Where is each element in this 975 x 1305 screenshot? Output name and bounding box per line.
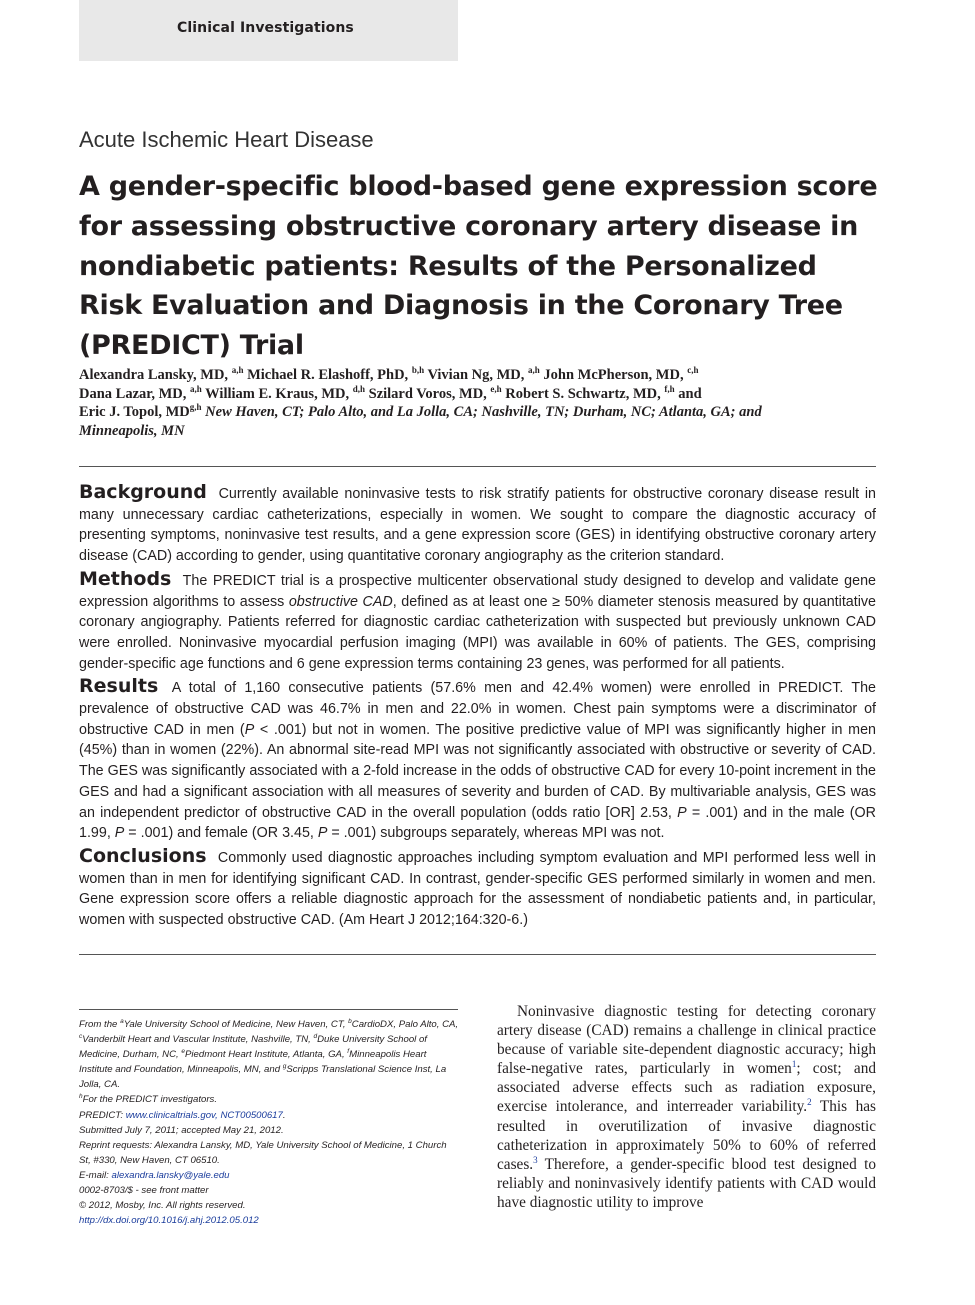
reference-link[interactable]: 3 bbox=[533, 1154, 538, 1165]
abstract-heading: Background bbox=[79, 481, 207, 503]
footnote-email: E-mail: alexandra.lansky@yale.edu bbox=[79, 1169, 230, 1181]
reference-link[interactable]: 1 bbox=[791, 1059, 797, 1070]
author: Michael R. Elashoff, PhD, $^{b,h}$ bbox=[247, 365, 425, 383]
registry-link[interactable]: www.clinicaltrials.gov, NCT00500617 bbox=[125, 1109, 283, 1121]
section-tab bbox=[79, 0, 458, 61]
article-category: Acute Ischemic Heart Disease bbox=[79, 127, 374, 152]
footnote-issn: 0002-8703/$ - see front matter bbox=[79, 1185, 209, 1197]
section-label: Clinical Investigations bbox=[177, 20, 354, 36]
footnote-registry: PREDICT: www.clinicaltrials.gov, NCT00500617. bbox=[79, 1109, 286, 1121]
footnote-reprint: Reprint requests: Alexandra Lansky, MD, Yale University School of Medicine, 1 Church St, #330, New Haven, CT 06510. bbox=[79, 1139, 447, 1166]
footnote-submitted: Submitted July 7, 2011; accepted May 21, 2012. bbox=[79, 1124, 284, 1136]
article-title: A gender-specific blood-based gene expression score for assessing obstructive coronary artery disease in nondiabetic patients: Results of the Personalized Risk Evaluation and Diagnosis in the Coronary Tree (PREDICT) Trial bbox=[79, 171, 878, 362]
author: Eric J. Topol, MD$^{g,h}$ bbox=[79, 402, 202, 421]
abstract-results: Results A total of 1,160 consecutive patients (57.6% men and 42.4% women) were enrolled in PREDICT. The prevalence of obstructive CAD was 46.7% in men and 22.0% in women. Chest pain symptoms were a discriminator of obstructive CAD in men (P < .001) but not in women. The positive predictive value of MPI was significantly higher in men (45%) than in women (22%). An abnormal site-read MPI was not significantly associated with obstructive or severity of CAD. The GES was significantly associated with a 2-fold increase in the odds of obstructive CAD for every 10-point increment in the GES and had a significant association with all measures of severity and burden of CAD. By multivariable analysis, GES was an independent predictor of obstructive CAD in the overall population (odds ratio [OR] 2.53, P = .001) and in the male (OR 1.99, P = .001) and female (OR 3.45, P = .001) subgroups separately, whereas MPI was not. bbox=[79, 675, 876, 842]
author-locations: New Haven, CT; Palo Alto, and La Jolla, CA; Nashville, TN; Durham, NC; Atlanta, GA; and Minneapolis, MN bbox=[79, 404, 762, 440]
email-link[interactable]: alexandra.lansky@yale.edu bbox=[111, 1169, 230, 1181]
abstract-background: Background Currently available noninvasive tests to risk stratify patients for obstructive coronary disease result in many unnecessary cardiac catheterizations, especially in women. We sought to compare the diagnostic accuracy of presenting symptoms, noninvasive test results, and a gene expression score (GES) in identifying obstructive coronary artery disease (CAD) according to gender, using quantitative coronary angiography as the criterion standard. bbox=[79, 481, 876, 565]
abstract-heading: Conclusions bbox=[79, 844, 207, 867]
abstract-heading: Methods bbox=[79, 567, 172, 590]
author: Alexandra Lansky, MD, $^{a,h}$ bbox=[79, 365, 244, 383]
footnote-investigators: $^h$For the PREDICT investigators. bbox=[79, 1093, 217, 1106]
author-list: Alexandra Lansky, MD, $^{a,h}$ Michael R. Elashoff, PhD, $^{b,h}$ Vivian Ng, MD, $^{a,h}$ John McPherson, MD, $^{c,h}$ Dana Lazar, MD, $^{a,h}$ William E. Kraus, MD, $^{d,h}$ Szilard Voros, MD, $^{e,h}$ Robert S. Schwartz, MD, $^{f,h}$ and Eric J. Topol, MD$^{g,h}$ New Haven, CT; Palo Alto, and La Jolla, CA; Nashville, TN; Durham, NC; Atlanta, GA; and Minneapolis, MN bbox=[79, 365, 762, 440]
divider-top bbox=[79, 466, 876, 467]
abstract-conclusions: Conclusions Commonly used diagnostic approaches including symptom evaluation and MPI performed less well in women than in men for identifying significant CAD. In contrast, gender-specific GES performed similarly in women and men. Gene expression score offers a reliable diagnostic approach for the assessment of nondiabetic patients and, in particular, women with suspected obstructive CAD. (Am Heart J 2012;164:320-6.) bbox=[79, 844, 876, 929]
footnote-copyright: © 2012, Mosby, Inc. All rights reserved. bbox=[79, 1200, 246, 1212]
author: William E. Kraus, MD, $^{d,h}$ bbox=[205, 383, 365, 402]
doi-link[interactable]: http://dx.doi.org/10.1016/j.ahj.2012.05.012 bbox=[79, 1215, 259, 1227]
footnote-divider bbox=[79, 1009, 458, 1010]
abstract bbox=[79, 482, 876, 933]
author: Robert S. Schwartz, MD, $^{f,h}$ bbox=[505, 383, 675, 402]
author: Szilard Voros, MD, $^{e,h}$ bbox=[368, 383, 502, 402]
divider-bottom bbox=[79, 954, 876, 955]
author: John McPherson, MD, $^{c,h}$ bbox=[543, 365, 699, 383]
author: Vivian Ng, MD, $^{a,h}$ bbox=[427, 365, 540, 383]
body-text: Noninvasive diagnostic testing for detecting coronary artery disease (CAD) remains a challenge in clinical practice because of variable site-dependent diagnostic accuracy; high false-negative rates, particularly in women$^1$; cost; and associated adverse effects such as radiation exposure, exercise intolerance, and interreader variability.$^2$ This has resulted in overutilization of invasive diagnostic catheterization in approximately 50% to 60% of referred cases.$^3$ Therefore, a gender-specific blood test designed to reliably and noninvasively identify patients with CAD would have diagnostic utility to improve bbox=[497, 1003, 876, 1211]
abstract-heading: Results bbox=[79, 675, 159, 698]
footnote-affiliations: From the $^a$Yale University School of Medicine, New Haven, CT, $^b$CardioDX, Palo Alto, CA, $^c$Vanderbilt Heart and Vascular Institute, Nashville, TN, $^d$Duke University School of Medicine, Durham, NC, $^e$Piedmont Heart Institute, Atlanta, GA, $^f$Minneapolis Heart Institute and Foundation, Minneapolis, MN, and $^g$Scripps Translational Science Inst, La Jolla, CA. bbox=[79, 1018, 459, 1091]
reference-link[interactable]: 2 bbox=[807, 1097, 812, 1108]
footnotes bbox=[79, 1017, 459, 1228]
abstract-methods: Methods The PREDICT trial is a prospective multicenter observational study designed to develop and validate gene expression algorithms to assess obstructive CAD, defined as at least one ≥ 50% diameter stenosis measured by quantitative coronary angiography. Patients referred for diagnostic cardiac catheterization with suspected but previously unknown CAD were enrolled. Noninvasive myocardial perfusion imaging (MPI) was available in 60% of patients. The GES, comprising gender-specific age functions and 6 gene expression terms containing 23 genes, was performed for all patients. bbox=[79, 567, 876, 672]
author: Dana Lazar, MD, $^{a,h}$ bbox=[79, 383, 202, 402]
